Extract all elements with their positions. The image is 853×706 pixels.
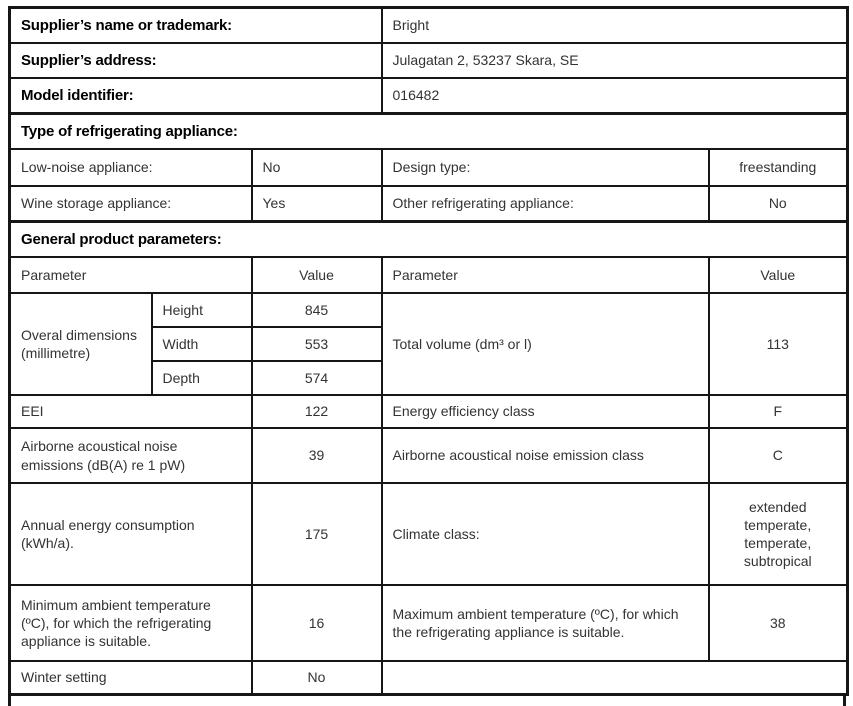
- model-identifier-row: [10, 78, 848, 114]
- low-noise-appliance-value: No: [252, 149, 382, 186]
- next-section-partial-box: [8, 696, 846, 706]
- minimum-ambient-temperature-label: Minimum ambient temperature (ºC), for which the refrigerating appliance is suitable.: [10, 585, 252, 661]
- supplier-name-label: Supplier’s name or trademark:: [10, 8, 382, 44]
- wine-storage-appliance-label: Wine storage appliance:: [10, 186, 252, 222]
- height-value: 845: [252, 293, 382, 327]
- parameter-header-left: Parameter: [10, 257, 252, 293]
- eei-label: EEI: [10, 395, 252, 428]
- value-header-left: Value: [252, 257, 382, 293]
- energy-efficiency-class-label: Energy efficiency class: [382, 395, 709, 428]
- supplier-name-value: Bright: [382, 8, 848, 44]
- general-section-title-row: [10, 222, 848, 258]
- general-section-title: General product parameters:: [10, 222, 848, 258]
- design-type-label: Design type:: [382, 149, 709, 186]
- width-label: Width: [152, 327, 252, 361]
- type-section-title: Type of refrigerating appliance:: [10, 114, 848, 150]
- supplier-address-row: [10, 43, 848, 78]
- product-information-table: [8, 6, 849, 696]
- winter-setting-value: No: [252, 661, 382, 695]
- model-identifier-label: Model identifier:: [10, 78, 382, 114]
- noise-emission-class-label: Airborne acoustical noise emission class: [382, 428, 709, 483]
- total-volume-label: Total volume (dm³ or l): [382, 293, 709, 395]
- depth-value: 574: [252, 361, 382, 395]
- type-section-title-row: [10, 114, 848, 150]
- supplier-address-label: Supplier’s address:: [10, 43, 382, 78]
- minimum-ambient-temperature-value: 16: [252, 585, 382, 661]
- supplier-name-row: [10, 8, 848, 44]
- other-refrigerating-appliance-label: Other refrigerating appliance:: [382, 186, 709, 222]
- winter-setting-empty-cell: [382, 661, 848, 695]
- eei-value: 122: [252, 395, 382, 428]
- product-information-sheet: [8, 6, 846, 706]
- overall-dimensions-label: Overal dimensions (millimetre): [10, 293, 152, 395]
- climate-class-value: extended temperate, temperate, subtropical: [709, 483, 848, 585]
- width-value: 553: [252, 327, 382, 361]
- height-label: Height: [152, 293, 252, 327]
- parameter-header-right: Parameter: [382, 257, 709, 293]
- low-noise-appliance-label: Low-noise appliance:: [10, 149, 252, 186]
- noise-emission-class-value: C: [709, 428, 848, 483]
- type-row-low-noise: [10, 149, 848, 186]
- model-identifier-value: 016482: [382, 78, 848, 114]
- type-row-wine-storage: [10, 186, 848, 222]
- winter-setting-row: [10, 661, 848, 695]
- maximum-ambient-temperature-label: Maximum ambient temperature (ºC), for which the refrigerating appliance is suitable.: [382, 585, 709, 661]
- wine-storage-appliance-value: Yes: [252, 186, 382, 222]
- dimension-row-height: [10, 293, 848, 327]
- value-header-right: Value: [709, 257, 848, 293]
- annual-energy-row: [10, 483, 848, 585]
- noise-emissions-label: Airborne acoustical noise emissions (dB(A) re 1 pW): [10, 428, 252, 483]
- ambient-temperature-row: [10, 585, 848, 661]
- noise-emissions-value: 39: [252, 428, 382, 483]
- parameter-header-row: [10, 257, 848, 293]
- noise-row: [10, 428, 848, 483]
- annual-energy-label: Annual energy consumption (kWh/a).: [10, 483, 252, 585]
- energy-efficiency-class-value: F: [709, 395, 848, 428]
- maximum-ambient-temperature-value: 38: [709, 585, 848, 661]
- other-refrigerating-appliance-value: No: [709, 186, 848, 222]
- eei-row: [10, 395, 848, 428]
- annual-energy-value: 175: [252, 483, 382, 585]
- climate-class-label: Climate class:: [382, 483, 709, 585]
- total-volume-value: 113: [709, 293, 848, 395]
- design-type-value: freestanding: [709, 149, 848, 186]
- depth-label: Depth: [152, 361, 252, 395]
- supplier-address-value: Julagatan 2, 53237 Skara, SE: [382, 43, 848, 78]
- winter-setting-label: Winter setting: [10, 661, 252, 695]
